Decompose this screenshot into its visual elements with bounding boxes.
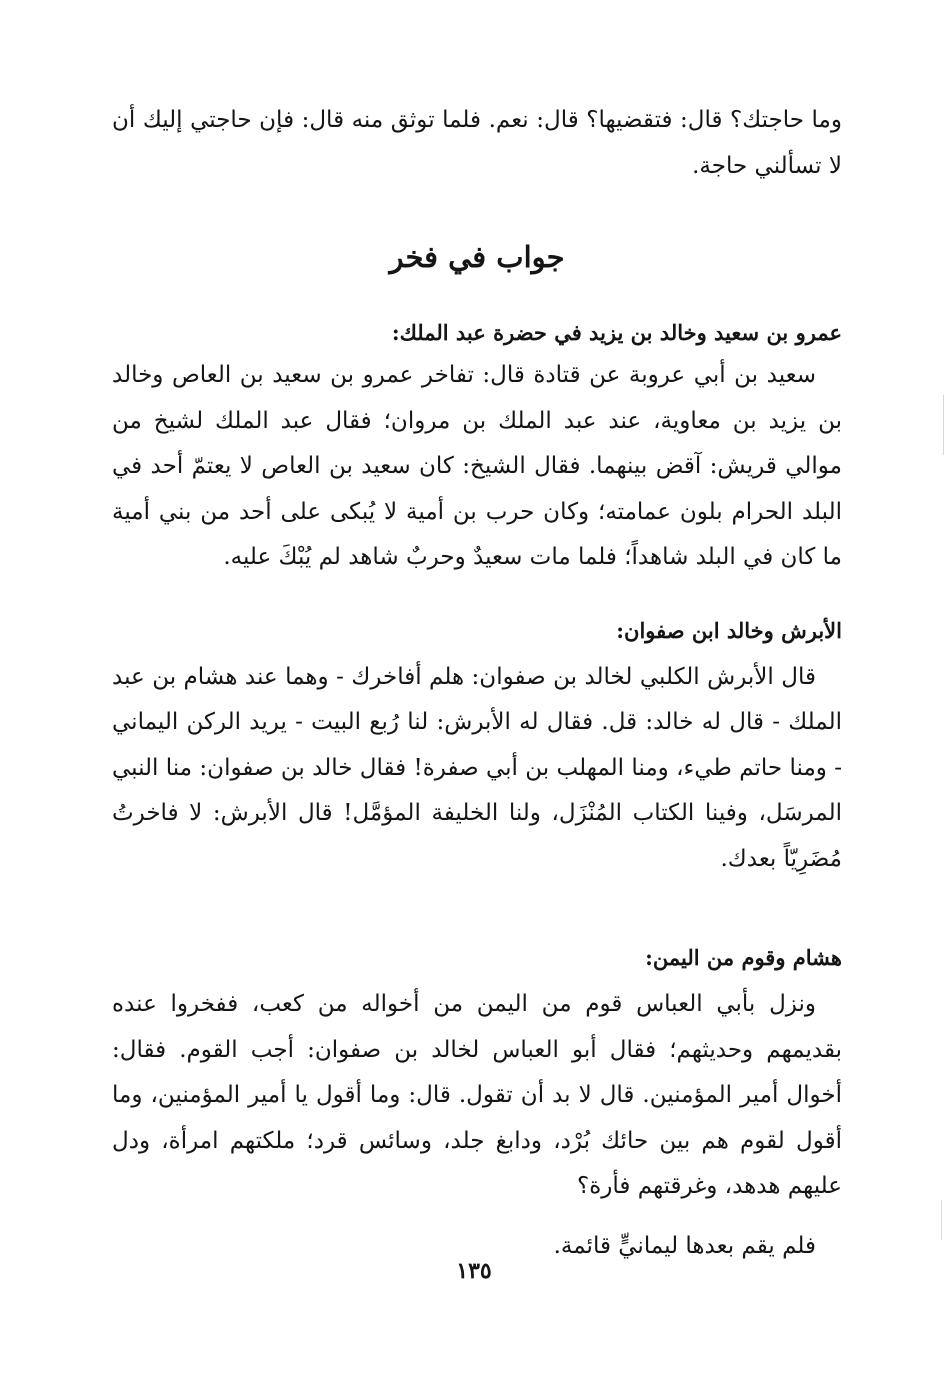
page-content — [112, 98, 842, 1269]
page-number: ١٣٥ — [456, 1258, 492, 1284]
intro-paragraph: وما حاجتك؟ قال: فتقضيها؟ قال: نعم. فلما توثق منه قال: فإن حاجتي إليك أن لا تسألني حاجة. — [112, 107, 842, 179]
scan-edge-mark — [941, 1200, 942, 1240]
section-heading: عمرو بن سعيد وخالد بن يزيد في حضرة عبد الملك: — [391, 320, 842, 345]
section-heading: هشام وقوم من اليمن: — [645, 945, 842, 970]
chapter-title: جواب في فخر — [389, 240, 565, 274]
section-paragraph: ونزل بأبي العباس قوم من اليمن من أخواله من كعب، ففخروا عنده بقديمهم وحديثهم؛ فقال أبو العباس لخالد بن صفوان: أجب القوم. فقال: أخوال أمير المؤمنين. قال لا بد أن تقول. قال: وما أقول يا أمير المؤمنين، وما أقول لقوم هم بين حائك بُرْد، ودابغ جلد، وسائس قرد؛ ملكتهم امرأة، ودل عليهم هدهد، وغرقتهم فأرة؟ — [112, 991, 842, 1199]
closing-line: فلم يقم بعدها ليمانيٍّ قائمة. — [553, 1232, 816, 1259]
section-paragraph: قال الأبرش الكلبي لخالد بن صفوان: هلم أفاخرك - وهما عند هشام بن عبد الملك - قال له خالد: قل. فقال له الأبرش: لنا رُبع البيت - يريد الركن اليماني - ومنا حاتم طيء، ومنا المهلب بن أبي صفرة! فقال خالد بن صفوان: منا النبي المرسَل، وفينا الكتاب المُنْزَل، ولنا الخليفة المؤمَّل! قال الأبرش: لا فاخرتُ مُضَرِيّاً بعدك. — [112, 663, 842, 872]
section-heading: الأبرش وخالد ابن صفوان: — [616, 617, 842, 643]
section-paragraph: سعيد بن أبي عروبة عن قتادة قال: تفاخر عمرو بن سعيد بن العاص وخالد بن يزيد بن معاوية، عند عبد الملك بن مروان؛ فقال عبد الملك لشيخ من موالي قريش: آقض بينهما. فقال الشيخ: كان سعيد بن العاص لا يعتمّ أحد في البلد الحرام بلون عمامته؛ وكان حرب بن أمية لا يُبكى على أحد من بني أمية ما كان في البلد شاهداً؛ فلما مات سعيدٌ وحربٌ شاهد لم يُبْكَ عليه. — [112, 362, 842, 570]
scan-edge-mark — [943, 395, 944, 455]
